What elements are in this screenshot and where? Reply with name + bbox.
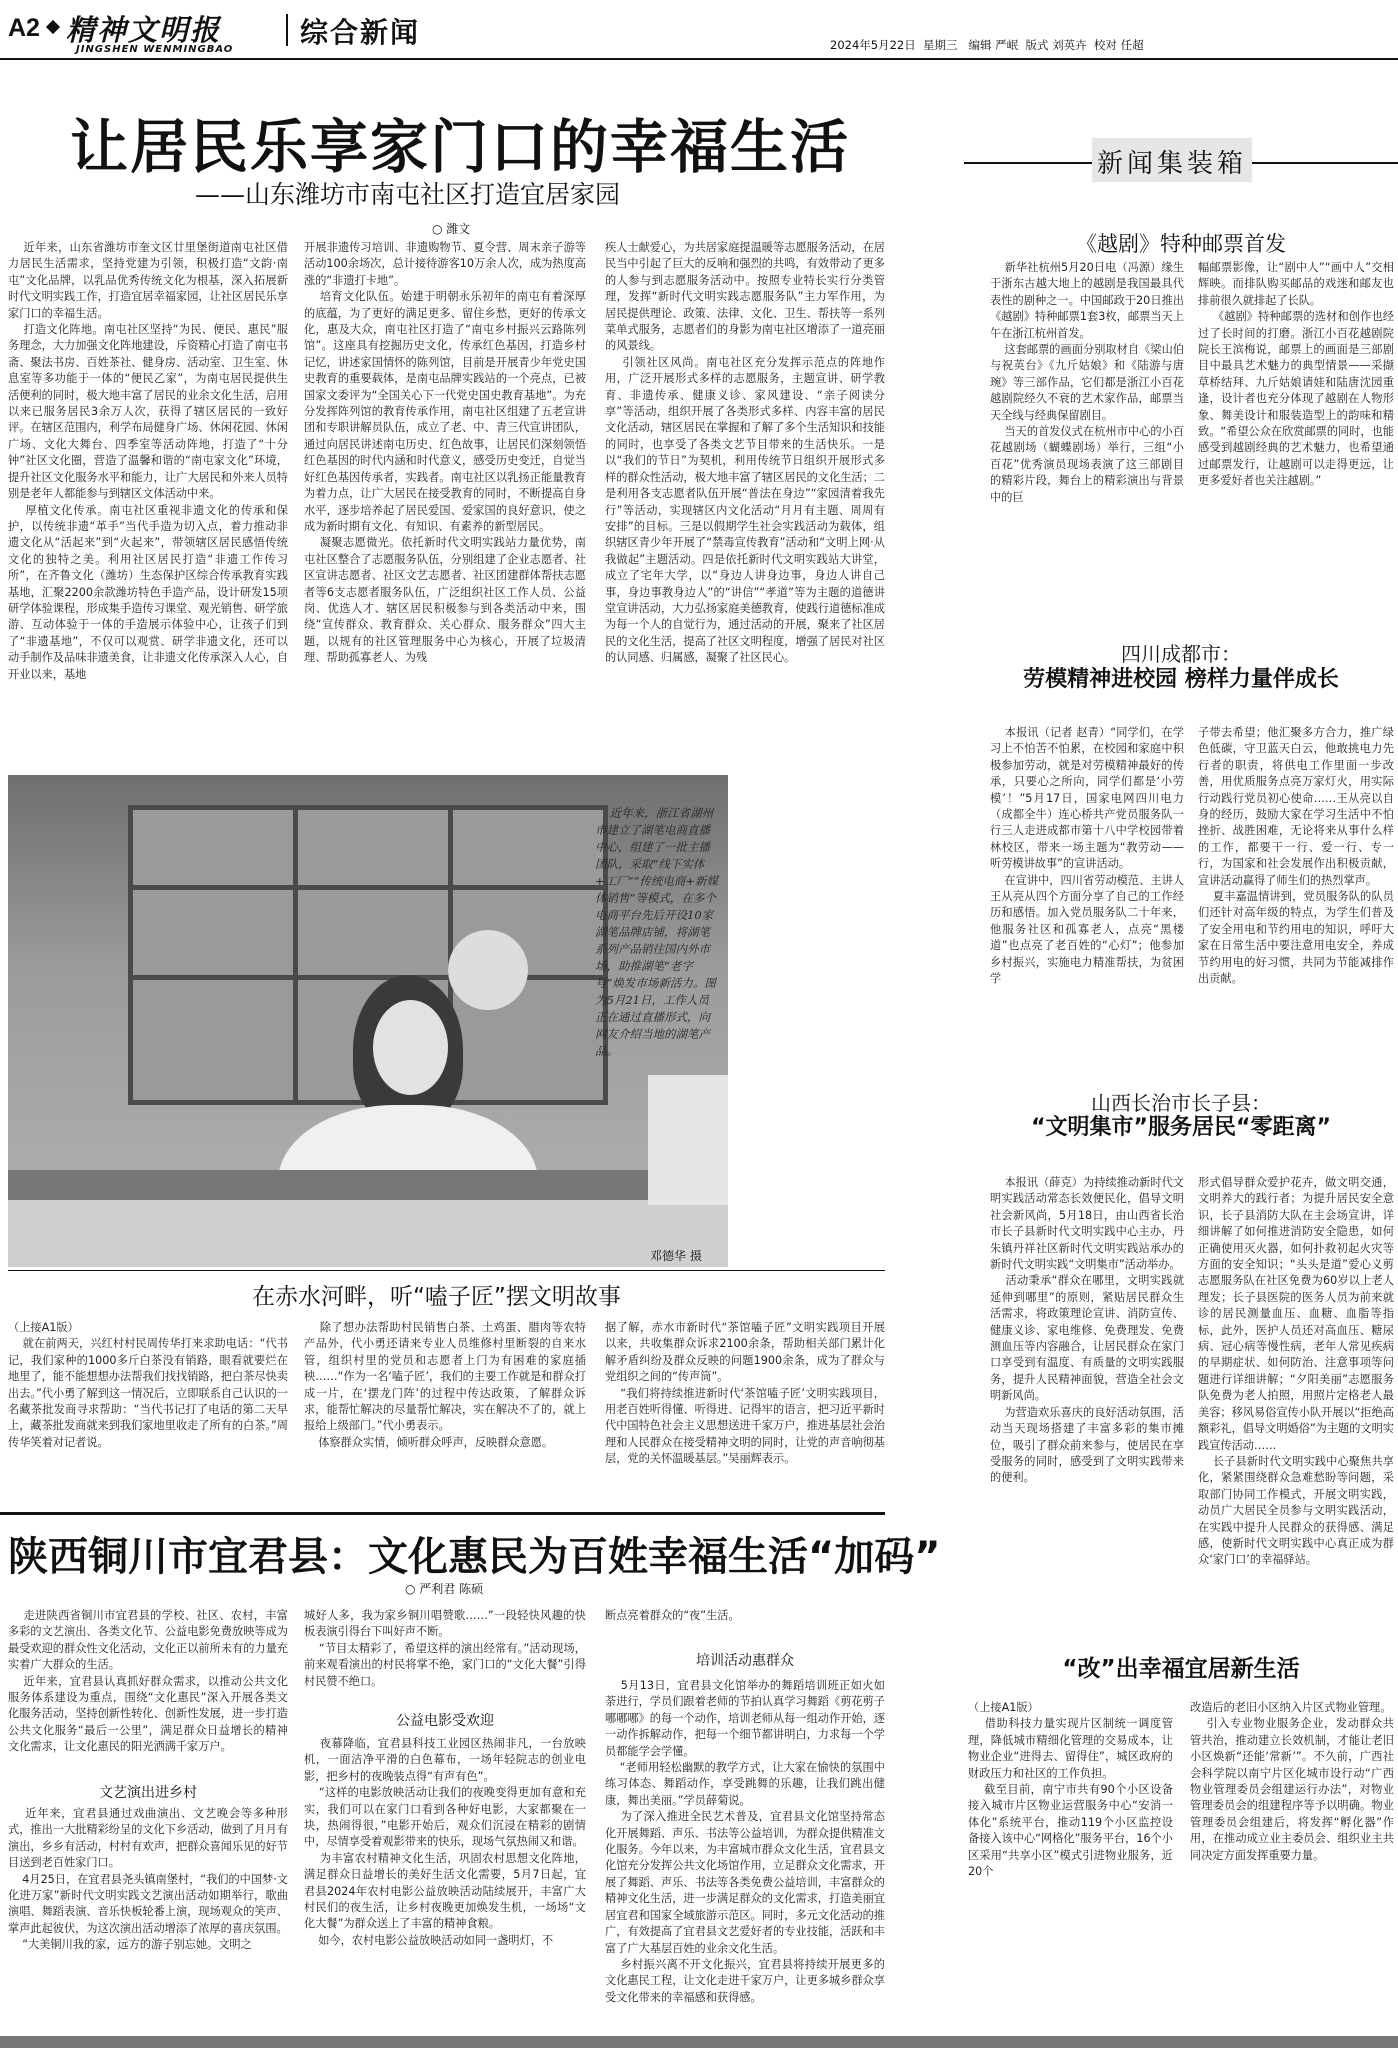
- gaizao-column-2: 改造后的老旧小区纳入片区式物业管理。 引入专业物业服务企业，发动群众共管共治，推动建立长效机制，才能让老旧小区焕新“还能‘常新’”。不久前，广西社会科学院以南宁片区化城市设行动“广西物业管理委员会组建运行办法”，对物业管理委员会的组建程序等予以明确。物业管理委员会组建后，将发挥“孵化器”作用，在推动成立业主委员会、组织业主共同决定方面发挥重要力量。: [1190, 1701, 1394, 1862]
- yijun-subhead-2: 公益电影受欢迎: [396, 1713, 494, 1729]
- lead-subtitle: ——山东潍坊市南屯社区打造宜居家园: [195, 180, 621, 209]
- chishui-column-2: 除了想办法帮助村民销售白茶、土鸡蛋、腊肉等农特产品外，代小勇还请来专业人员维修村里断裂的自来水管，组织村里的党员和志愿者上门为有困难的家庭插秧……“作为一名‘嗑子匠’，我们的主要工作就是和群众打成一片，在‘摆龙门阵’的过程中传达政策，了解群众诉求，能帮忙解决的尽量帮忙解决，实在解决不了的，就上报给上级部门。”代小勇表示。 体察群众实情，倾听群众呼声，反映群众意愿。: [304, 1321, 586, 1449]
- yijun-column-1-intro: 走进陕西省铜川市宜君县的学校、社区、农村，丰富多彩的文艺演出、各类文化节、公益电影免费放映等成为最受欢迎的群众性文化活动，文化正以前所未有的力量充实着广大群众的生活。 近年来，宜君县认真抓好群众需求，以推动公共文化服务体系建设为重点，围绕“文化惠民”深入开展各类文化服务活动，坚持创新性转化、创新性发展，进一步打造公共文化服务“最后一公里”，满足群众日益增长的精神文化需求，让文化惠民的阳光洒满千家万户。: [8, 1609, 288, 1754]
- yijun-byline: ○ 严利君 陈硕: [405, 1582, 484, 1596]
- stamp-column-1: 新华社杭州5月20日电（冯源）缘生于浙东古越大地上的越剧是我国最具代表性的剧种之一。中国邮政于20日推出《越剧》特种邮票1套3枚，邮票当天上午在浙江杭州首发。 这套邮票的画面分别取材自《梁山伯与祝英台》《九斤姑娘》和《陆游与唐琬》等三部作品，它们都是浙江小百花越剧院经久不衰的艺术家作品，邮票当天全线与经典保留剧目。 当天的首发仪式在杭州市中心的小百花越剧场（蝴蝶剧场）举行，三组“小百花”优秀演员现场表演了这三部剧目的精彩片段，舞台上的精彩演出与背景中的巨: [990, 261, 1184, 504]
- chishui-column-1: （上接A1版） 就在前两天，兴红村村民周传华打来求助电话：“代书记，我们家种的1000多斤白茶没有销路，眼看就要烂在地里了，能不能想想办法帮我们找找销路，把白茶尽快卖出去。”代小勇了解到这一情况后，立即联系自己认识的一名藏茶批发商寻求帮助：“当代书记打了电话的第二天早上，藏茶批发商就来到我们家地里收走了所有的白茶。”周传华笑着对记者说。: [8, 1321, 288, 1449]
- diamond-icon: [46, 20, 60, 34]
- photo-credit: 邓德华 摄: [650, 1249, 702, 1263]
- chengdu-kicker: 四川成都市：: [1121, 642, 1241, 666]
- chishui-column-3: 据了解，赤水市新时代“茶馆嗑子匠”文明实践项目开展以来，共收集群众诉求2100余条，帮助相关部门累计化解矛盾纠纷及群众反映的问题1900余条，成为了群众与党组织之间的“传声筒”。 “我们将持续推进新时代‘茶馆嗑子匠’文明实践项目，用老百姓听得懂、听得进、记得牢的语言，把习近平新时代中国特色社会主义思想送进千家万户，推进基层社会治理和人民群众在接受精神文明的同时，让党的声音响彻基层，党的关怀温暖基层。”吴丽辉表示。: [605, 1321, 885, 1466]
- page-code: A2: [8, 14, 40, 42]
- lead-column-1: 近年来，山东省潍坊市奎文区廿里堡街道南屯社区借力居民生活需求，坚持党建为引领，积极打造“文韵·南屯”文化品牌，以乳品优秀传统文化为根基，深入拓展新时代文明实践工作，打造宜居幸福家园，让社区居民乐享家门口的幸福生活。 打造文化阵地。南屯社区坚持“为民、便民、惠民”服务理念，大力加强文化阵地建设，斥资精心打造了南屯书斋、聚法书房、百姓茶社、健身房、活动室、卫生室、休息室等多功能于一体的“便民乙家”，为南屯居民提供生活便利的同时，极大地丰富了居民的业余文化生活，启用以来已服务居民3余万人次，获得了辖区居民的一致好评。在辖区范围内，利学布局健身广场、休闲花园、休闲广场、文化大舞台、四季室等活动阵地，打造了“十分钟”社区文化圈，营造了温馨和谐的“南屯家文化”环境，提升社区文化服务水平和能力，让广大居民和外来人员特别是老年人都能参与到辖区文体活动中来。 厚植文化传承。南屯社区重视非遗文化的传承和保护，以传统非遗“革手”当代手造为切入点，着力推动非遗文化从“活起来”到“火起来”，带领辖区居民感悟传统文化的独特之美。利用社区居民打造“非遗工作传习所”，在齐鲁文化（潍坊）生态保护区综合传承教育实践基地，汇聚2200余款潍坊特色手造产品，设计研发15项研学体验课程，形成集手造传习课堂、观光销售、研学旅游、互动体验于一体的手造展示体验中心，让孩子们到了“非遗基地”，不仅可以观赏、研学非遗文化，还可以动手制作及品味非遗美食，让非遗文化传承深入人心，自开业以来，基地: [8, 241, 288, 681]
- paper-pinyin: JINGSHEN WENMINGBAO: [76, 44, 234, 55]
- changzhi-column-2: 形式倡导群众爱护花卉，做文明交通，文明养大的践行者；为提升居民安全意识，长子县消防大队在主会场宣讲，详细讲解了如何推进消防安全隐患，如何正确使用灭火器，如何扑救初起火灾等方面的安全知识；“头头是道”爱心义剪志愿服务队在社区免费为60岁以上老人理发；长子县医院的医务人员为前来就诊的居民测量血压、血糖、血脂等指标，此外，医护人员还对高血压、糖尿病、冠心病等慢性病，老年人常见疾病的早期症状、如何防治、注意事项等问题进行详细讲解；“夕阳美丽”志愿服务队免费为老人拍照，用照片定格老人最美容；移风易俗宣传小队开展以“拒绝高额彩礼，倡导文明婚俗”为主题的文明实践宣传活动…… 长子县新时代文明实践中心聚焦共享化，紧紧围绕群众急难愁盼等问题，采取部门协同工作模式，开展文明实践，动员广大居民全员参与文明实践活动，在实践中提升人民群众的获得感、满足感，使新时代文明实践中心真正成为群众‘家门口’的幸福驿站。: [1198, 1176, 1394, 1567]
- stamp-column-2: 幅邮票影像，让“剧中人”“画中人”交相辉映。而排队购买邮品的戏迷和邮友也排前很久就排起了长队。 《越剧》特种邮票的选材和创作也经过了长时间的打磨。浙江小百花越剧院院长王滨梅说，邮票上的画面是三部剧目中最具艺术魅力的典型情景——采撷草桥结拜、九斤姑娘请娃和陆唐沈园重逢，设计者也充分体现了越剧在人物形象、舞美设计和服装造型上的韵味和精致。“希望公众在欣赏邮票的同时，也能感受到越剧经典的艺术魅力，也希望通过邮票发行，让越剧可以走得更远，让更多爱好者也关注越剧。”: [1198, 261, 1394, 488]
- yijun-column-2-intro: 城好人多，我为家乡铜川唱赞歌……”一段轻快风趣的快板表演引得台下叫好声不断。 “节目太精彩了，希望这样的演出经常有。”活动现场，前来观看演出的村民将掌不绝，家门口的“文化大餐”引得村民赞不绝口。: [304, 1609, 586, 1688]
- photo-caption: 近年来，浙江省湖州市建立了湖笔电商直播中心，组建了一批主播团队，采取“线下实体+工厂”“传统电商+新媒体销售”等模式，在多个电商平台先后开设10家湖笔品牌店铺，将湖笔系列产品销往国内外市场，助推湖笔“老字号”焕发市场新活力。图为5月21日，工作人员正在通过直播形式，向网友介绍当地的湖笔产品。: [595, 806, 719, 1058]
- changzhi-headline: “文明集市”服务居民“零距离”: [1031, 1115, 1331, 1140]
- lead-column-3: 疾人士献爱心，为共居家庭提温暖等志愿服务活动，在居民当中引起了巨大的反响和强烈的共鸣，有效带动了更多的人参与到志愿服务活动中。按照专业特长实行分类管理，发挥“新时代文明实践志愿服务队”主力军作用，为居民提供理论、政策、法律、文化、卫生、帮扶等一系列菜单式服务，志愿者们的身影为南屯社区增添了一道亮丽的风景线。 引领社区风尚。南屯社区充分发挥示范点的阵地作用，广泛开展形式多样的志愿服务，主题宣讲、研学教育、非遗传承、健康义诊、家风建设、“亲子阅读分享”等活动，组织开展了各类形式多样、内容丰富的居民文化活动，辖区居民在掌握和了解了多个生活知识和技能的同时，也享受了各类文艺节目带来的生活快乐。一是以“我们的节日”为契机，利用传统节日组织开展形式多样的群众性活动，极大地丰富了辖区居民的文化生活；二是利用各支志愿者队伍开展“普法在身边”“家园清着我先行”等活动，实现辖区内文化活动“月月有主题、周周有安排”的目标。三是以假期学生社会实践活动为载体，组织辖区青少年开展了“禁毒宣传教育”活动和“文明上网·从我做起”主题活动。四是依托新时代文明实践站大讲堂，成立了宅年大学，以“身边人讲身边事，身边人讲自己事，身边事教身边人”的“讲信”“孝道”等为主题的道德讲堂宣讲活动，大力弘扬家庭美德教育，使践行道德标准成为每一个人的自觉行为，通过活动的开展，聚来了社区居民的文化生活，提高了社区文明程度，增强了居民对社区的认同感、归属感，凝聚了社区民心。: [605, 241, 885, 665]
- changzhi-column-1: 本报讯（薛克）为持续推动新时代文明实践活动常态长效便民化，倡导文明社会新风尚，5月18日，由山西省长治市长子县新时代文明实践中心主办，丹朱镇丹祥社区新时代文明实践站承办的新时代文明实践“文明集市”活动举办。 活动秉承“群众在哪里，文明实践就延伸到哪里”的原则，紧贴居民群众生活需求，将政策理论宣讲、消防宣传、健康义诊、家电维修、免费理发、免费测血压等内容融合，让居民群众在家门口享受到有温度、有质量的文明实践服务，提升人民精神面貌，营造全社会文明新风尚。 为营造欢乐喜庆的良好活动氛围，活动当天现场搭建了丰富多彩的集市摊位，吸引了群众前来参与，使居民在享受服务的同时，感受到了文明实践带来的便利。: [990, 1176, 1184, 1485]
- gaizao-headline: “改”出幸福宜居新生活: [1062, 1656, 1300, 1682]
- date-line: 2024年5月22日 星期三 编辑 严岷 版式 刘英卉 校对 任超: [830, 38, 1144, 52]
- chishui-headline: 在赤水河畔，听“嗑子匠”摆文明故事: [252, 1284, 621, 1310]
- news-box-title: 新闻集装箱: [1096, 149, 1247, 179]
- lead-headline: 让居民乐享家门口的幸福生活: [70, 113, 851, 181]
- yijun-subhead-1: 文艺演出进乡村: [99, 1785, 197, 1801]
- byline-marker-icon: ○: [432, 222, 447, 236]
- chengdu-column-1: 本报讯（记者 赵青）“同学们，在学习上不怕苦不怕累，在校园和家庭中积极参加劳动，就是对劳模精神最好的传承，只要心之所向，同学们都是‘小劳模’！”5月17日，国家电网四川电力（成都全牛）连心桥共产党员服务队一行三人走进成都市第十八中学校园带着林校区，带来一场主题为“教劳动——听劳模讲故事”的宣讲活动。 在宣讲中，四川省劳动模范、主讲人王从亮从四个方面分享了自己的工作经历和感悟。加入党员服务队二十年来，他服务社区和孤寡老人，点亮“黑楼道”也点亮了老百姓的“心灯”；他参加乡村振兴，实施电力精准帮扶，为贫困学: [990, 726, 1184, 986]
- yijun-column-3-body: 5月13日，宜君县文化馆举办的舞蹈培训班正如火如荼进行，学员们跟着老师的节拍认真学习舞蹈《剪花剪子哪哪哪》的每一个动作，培训老师从每一组动作开始，逐一动作拆解动作，把每一个细节都讲明白，力求每一个学员都能学会学懂。 “老师用轻松幽默的教学方式，让大家在愉快的氛围中练习体态、舞蹈动作，享受跳舞的乐趣，让我们跳出健康，舞出美丽。”学员薛菊说。 为了深入推进全民艺术普及，宜君县文化馆坚持常态化开展舞蹈、声乐、书法等公益培训，为群众提供精准文化服务。今年以来，为丰富城市群众文化生活，宜君县文化馆充分发挥公共文化场馆作用，立足群众文化需求，开展了舞蹈、声乐、书法等各类免费公益培训，丰富群众的精神文化生活，进一步满足群众的文化需求，打造美丽宜居宜君和国家全域旅游示范区。同时，多元文化活动的推广，有效提高了宜君县文艺爱好者的专业技能，活跃和丰富了广大基层百姓的业余文化生活。 乡村振兴离不开文化振兴，宜君县将持续开展更多的文化惠民工程，让文化走进千家万户，让更多城乡群众享受文化带来的幸福感和获得感。: [605, 1679, 885, 2004]
- changzhi-kicker: 山西长治市长子县：: [1091, 1091, 1271, 1115]
- yijun-subhead-3: 培训活动惠群众: [696, 1653, 794, 1669]
- lead-byline: ○ 潍文: [432, 222, 471, 236]
- byline-marker-icon: ○: [405, 1582, 420, 1596]
- lead-column-2: 开展非遗传习培训、非遗购物节、夏令营、周末亲子游等活动100余场次，总计接待游客10万余人次，成为热度高涨的“非遗打卡地”。 培育文化队伍。始建于明朝永乐初年的南屯有着深厚的底蕴，为了更好的满足更多、留住乡愁，更好的传承文化，惠及大众，南屯社区打造了“南屯乡村振兴云路陈列馆”。这座具有挖掘历史文化，传承红色基因，打造乡村记忆，讲述家国情怀的陈列馆，目前是开展青少年党史国史教育的重要载体，是南屯品牌实践站的一个亮点，已被国家文委评为“全国关心下一代党史国史教育基地”。为充分发挥阵列馆的教育传承作用，南屯社区组建了五老宣讲团和专职讲解员队伍，成立了老、中、青三代宣讲团队，通过向居民讲述南屯历史、红色故事，让居民们深刻领悟红色基因的时代内涵和时代意义，感受历史变迁，自觉当好红色基因传承者，实践者。南屯社区以乳扬正能量教育为着力点，让广大居民在接受教育的同时，不断提高自身水平，逐步培养起了居民爱国、爱家国的良好意识，使之成为新时期有文化、有知识、有素养的新型居民。 凝聚志愿微光。依托新时代文明实践站力量优势，南屯社区整合了志愿服务队伍，分别组建了企业志愿者、社区宣讲志愿者、社区文艺志愿者、社区团建群体帮扶志愿者等6支志愿者服务队伍，广泛组织社区工作人员、公益岗、优选人才、辖区居民积极参与到各类活动中来，围绕“宣传群众、教育群众、关心群众、服务群众”四大主题，以规有的社区管理服务中心为核心，开展了垃圾清理、帮助孤寡老人、为残: [304, 241, 586, 665]
- chengdu-headline: 劳模精神进校园 榜样力量伴成长: [1023, 667, 1339, 692]
- yijun-column-1-body: 近年来，宜君县通过戏曲演出、文艺晚会等多种形式，推出一大批精彩纷呈的文化下乡活动，做到了月月有演出，乡乡有活动，村村有欢声，把群众喜闻乐见的好节目送到老百姓家门口。 4月25日，在宜君县尧头镇南堡村，“我们的中国梦·文化进万家”新时代文明实践文艺演出活动如期举行，歌曲演唱、舞蹈表演、音乐快板轮番上演，现场观众的笑声、掌声此起彼伏，为这次演出活动增添了浓厚的喜庆氛围。 “大美铜川我的家，远方的游子别忘她。文明之: [8, 1807, 288, 1952]
- gaizao-column-1: （上接A1版） 借助科技力量实现片区制统一调度管理，降低城市精细化管理的交易成本，让物业企业“进得去、留得住”，城区政府的财政压力和社区的工作负担。 截至目前，南宁市共有90个小区设备接入城市片区物业运营服务中心“安消一体化”系统平台，推动119个小区监控设备接入该中心“网格化”服务平台，16个小区采用“共享小区”模式引进物业服务，近20个: [968, 1701, 1173, 1879]
- yijun-headline: 陕西铜川市宜君县：文化惠民为百姓幸福生活“加码”: [8, 1534, 941, 1580]
- yijun-column-2-body: 夜幕降临，宜君县科技工业园区热闹非凡，一台放映机，一面洁净平滑的白色幕布，一场年轻院志的创业电影，把乡村的夜晚装点得“有声有色”。 “这样的电影放映活动让我们的夜晚变得更加有意和充实，我们可以在家门口看到各种好电影，大家都聚在一块，热闹得很，”电影开始后，观众们沉浸在精彩的剧情中，尽情享受着观影带来的快乐，现场气氛热闹又和谐。 为丰富农村精神文化生活，巩固农村思想文化阵地，满足群众日益增长的美好生活文化需要，5月7日起，宜君县2024年农村电影公益放映活动陆续展开，丰富广大村民们的夜生活，让乡村夜晚更加焕发生机，一场场“文化大餐”为群众送上了丰富的精神食粮。 如今，农村电影公益放映活动如同一盏明灯，不: [304, 1737, 586, 1947]
- stamp-headline: 《越剧》特种邮票首发: [1076, 232, 1286, 256]
- paper-name: 精神文明报: [66, 13, 222, 47]
- chengdu-column-2: 子带去希望；他汇聚多方合力，推广绿色低碳，守卫蓝天白云，他敢挑电力先行者的职责，将供电工作里面一步改善，用优质服务点亮万家灯火，用实际行动践行党员初心使命……王从亮以自身的经历，鼓励大家在学习生活中不怕挫折、战胜困难，无论将来从事什么样的工作，都要干一行、爱一行、专一行，为国家和社会发展作出积极贡献，宣讲活动赢得了师生们的热烈掌声。 夏丰嘉温情讲到，党员服务队的队员们还针对高年级的特点，为学生们普及了安全用电和节约用电的知识，呼吁大家在日常生活中要注意用电安全，养成节约用电的好习惯，共同为节能减排作出贡献。: [1198, 726, 1394, 986]
- section-name: 综合新闻: [300, 16, 421, 49]
- yijun-column-3-intro: 断点亮着群众的“夜”生活。: [605, 1609, 740, 1622]
- masthead: [0, 0, 1398, 60]
